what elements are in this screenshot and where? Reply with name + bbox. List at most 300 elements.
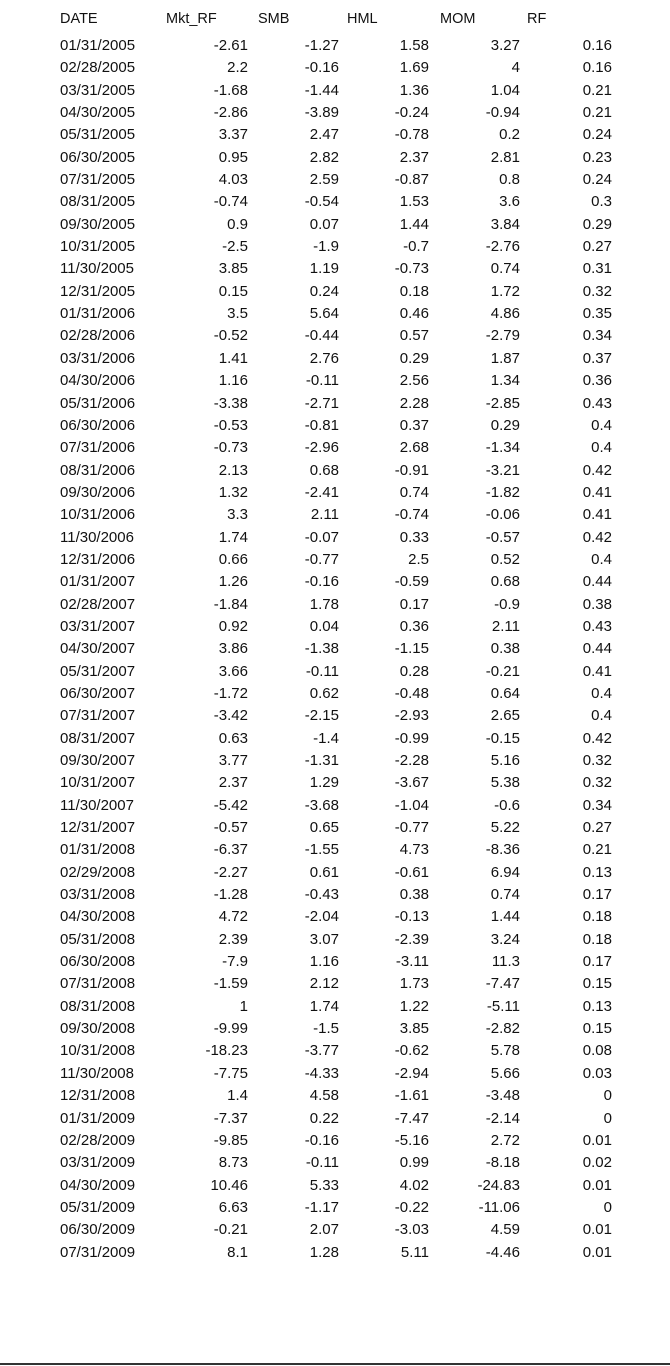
hml-cell: 0.29 (399, 349, 429, 367)
hml-cell: 3.85 (399, 1020, 429, 1038)
rf-cell: 0.32 (582, 774, 612, 792)
date-cell: 01/31/2005 (60, 37, 136, 54)
hml-cell: 4.73 (399, 841, 429, 859)
smb-cell: -1.9 (313, 238, 339, 256)
rf-cell: 0.42 (582, 729, 612, 747)
smb-cell: -0.77 (304, 550, 339, 568)
mkt-rf-cell: 4.72 (218, 908, 248, 926)
mkt-rf-cell: 8.73 (218, 1154, 248, 1172)
mkt-rf-cell: 0.92 (218, 617, 248, 635)
hml-cell: 2.5 (408, 550, 429, 568)
mom-cell: 11.3 (491, 953, 520, 971)
hml-cell: -0.48 (394, 684, 429, 702)
smb-cell: -1.31 (304, 752, 339, 769)
table-row (0, 258, 670, 280)
header-date: DATE (60, 11, 98, 27)
rf-cell: 0.43 (582, 617, 612, 635)
table-row (0, 124, 670, 146)
table-row (0, 102, 670, 124)
rf-cell: 0.15 (582, 975, 612, 993)
rf-cell: 0.13 (582, 997, 612, 1015)
hml-cell: 0.28 (399, 662, 429, 680)
date-cell: 01/31/2009 (60, 1109, 136, 1127)
hml-cell: -0.87 (394, 171, 429, 189)
smb-cell: 0.04 (309, 617, 339, 635)
rf-cell: 0.18 (582, 930, 612, 948)
rf-cell: 0.29 (582, 215, 612, 233)
mkt-rf-cell: -2.27 (213, 863, 248, 881)
mom-cell: 2.72 (490, 1131, 520, 1149)
date-cell: 06/30/2005 (60, 148, 136, 166)
mom-cell: -0.94 (485, 104, 520, 122)
rf-cell: 0.21 (582, 104, 612, 122)
mom-cell: 0.38 (490, 640, 520, 658)
table-row (0, 147, 670, 169)
table-row (0, 1063, 670, 1085)
mkt-rf-cell: 1.26 (218, 573, 248, 591)
mom-cell: 0.64 (490, 684, 520, 702)
mkt-rf-cell: 0.9 (227, 215, 248, 233)
rf-cell: 0.01 (582, 1131, 612, 1149)
mkt-rf-cell: -7.9 (222, 953, 248, 971)
hml-cell: 0.57 (399, 327, 429, 345)
date-cell: 03/31/2006 (60, 349, 136, 367)
rf-cell: 0.24 (582, 126, 612, 144)
mom-cell: -1.82 (485, 483, 520, 501)
date-cell: 07/31/2006 (60, 439, 136, 457)
smb-cell: -3.77 (304, 1042, 339, 1060)
table-row (0, 638, 670, 660)
mom-cell: -1.34 (485, 439, 520, 457)
hml-cell: -1.04 (394, 796, 429, 814)
mkt-rf-cell: -1.72 (213, 684, 248, 702)
mom-cell: 4 (511, 59, 520, 77)
table-row (0, 169, 670, 191)
rf-cell: 0.17 (582, 886, 612, 904)
mom-cell: 3.27 (490, 37, 520, 54)
smb-cell: -0.43 (304, 886, 339, 904)
mom-cell: -11.06 (478, 1198, 520, 1216)
smb-cell: 2.47 (309, 126, 339, 144)
smb-cell: 2.59 (309, 171, 339, 189)
mom-cell: 0.68 (490, 573, 520, 591)
rf-cell: 0.31 (582, 260, 612, 278)
date-cell: 02/28/2009 (60, 1131, 136, 1149)
date-cell: 02/28/2007 (60, 595, 136, 613)
rf-cell: 0.27 (582, 238, 612, 256)
smb-cell: -0.11 (305, 1154, 339, 1172)
rf-cell: 0.24 (582, 171, 612, 189)
mom-cell: 0.8 (499, 171, 520, 189)
smb-cell: 0.68 (309, 461, 339, 479)
smb-cell: 0.65 (309, 819, 339, 837)
date-cell: 11/30/2008 (60, 1064, 134, 1082)
rf-cell: 0.21 (582, 81, 612, 99)
table-row (0, 884, 670, 906)
table-row (0, 437, 670, 459)
smb-cell: 2.82 (309, 148, 339, 166)
table-body (0, 35, 670, 1264)
mom-cell: -4.46 (485, 1243, 520, 1261)
mom-cell: -3.48 (485, 1087, 520, 1105)
hml-cell: -0.73 (394, 260, 429, 278)
smb-cell: -0.54 (304, 193, 339, 211)
mkt-rf-cell: 0.15 (218, 282, 248, 300)
smb-cell: 0.62 (309, 684, 339, 702)
hml-cell: 0.36 (399, 617, 429, 635)
mom-cell: 0.74 (490, 260, 520, 278)
mkt-rf-cell: 6.63 (218, 1198, 248, 1216)
smb-cell: -0.16 (304, 59, 339, 77)
mkt-rf-cell: 2.39 (218, 930, 248, 948)
mkt-rf-cell: -1.68 (213, 81, 248, 99)
mom-cell: -2.76 (485, 238, 520, 256)
smb-cell: 5.33 (309, 1176, 339, 1194)
date-cell: 06/30/2008 (60, 953, 136, 971)
table-row (0, 1152, 670, 1174)
table-row (0, 504, 670, 526)
mom-cell: 3.84 (490, 215, 520, 233)
date-cell: 06/30/2009 (60, 1221, 136, 1239)
smb-cell: 4.58 (309, 1087, 339, 1105)
date-cell: 02/29/2008 (60, 863, 136, 881)
smb-cell: -1.38 (304, 640, 339, 658)
hml-cell: 5.11 (400, 1243, 429, 1261)
mkt-rf-cell: -0.21 (213, 1221, 248, 1239)
date-cell: 04/30/2008 (60, 908, 136, 926)
date-cell: 05/31/2005 (60, 126, 136, 144)
table-row (0, 191, 670, 213)
mkt-rf-cell: 0.95 (218, 148, 248, 166)
rf-cell: 0.15 (582, 1020, 612, 1038)
hml-cell: -0.77 (394, 819, 429, 837)
table-row (0, 1130, 670, 1152)
mkt-rf-cell: 1.16 (218, 372, 248, 390)
hml-cell: 0.99 (399, 1154, 429, 1172)
date-cell: 03/31/2007 (60, 617, 136, 635)
rf-cell: 0.03 (582, 1064, 612, 1082)
date-cell: 05/31/2007 (60, 662, 136, 680)
date-cell: 10/31/2008 (60, 1042, 136, 1060)
table-row (0, 817, 670, 839)
table-row (0, 57, 670, 79)
date-cell: 08/31/2005 (60, 193, 136, 211)
smb-cell: -0.81 (304, 416, 339, 434)
mom-cell: -5.11 (486, 997, 520, 1015)
table-row (0, 1108, 670, 1130)
hml-cell: -0.61 (394, 863, 429, 881)
smb-cell: -0.11 (305, 372, 339, 390)
mkt-rf-cell: -3.42 (213, 707, 248, 725)
mkt-rf-cell: 1.74 (218, 528, 248, 546)
mom-cell: 0.74 (490, 886, 520, 904)
date-cell: 08/31/2006 (60, 461, 136, 479)
rf-cell: 0.42 (582, 528, 612, 546)
table-row (0, 482, 670, 504)
mom-cell: -3.21 (485, 461, 520, 479)
mom-cell: 0.52 (490, 550, 520, 568)
smb-cell: -2.71 (304, 394, 339, 412)
smb-cell: 0.22 (309, 1109, 339, 1127)
mom-cell: -2.79 (485, 327, 520, 345)
rf-cell: 0.4 (591, 439, 612, 457)
table-row (0, 281, 670, 303)
rf-cell: 0.01 (582, 1176, 612, 1194)
smb-cell: -0.16 (304, 573, 339, 591)
date-cell: 06/30/2007 (60, 684, 136, 702)
mkt-rf-cell: 0.63 (218, 729, 248, 747)
smb-cell: -2.15 (304, 707, 339, 725)
mkt-rf-cell: -0.74 (213, 193, 248, 211)
mkt-rf-cell: 1 (239, 997, 248, 1015)
smb-cell: -1.27 (304, 37, 339, 54)
smb-cell: -0.11 (305, 662, 339, 680)
mkt-rf-cell: -0.53 (213, 416, 248, 434)
date-cell: 05/31/2008 (60, 930, 136, 948)
smb-cell: 1.78 (309, 595, 339, 613)
table-row (0, 1175, 670, 1197)
hml-cell: 1.53 (399, 193, 429, 211)
bottom-divider (0, 1363, 670, 1365)
rf-cell: 0.27 (582, 819, 612, 837)
rf-cell: 0.32 (582, 752, 612, 769)
mom-cell: -0.6 (494, 796, 520, 814)
table-row (0, 460, 670, 482)
rf-cell: 0 (603, 1198, 612, 1216)
smb-cell: -1.5 (313, 1020, 339, 1038)
mom-cell: 5.22 (490, 819, 520, 837)
mkt-rf-cell: 1.4 (227, 1087, 248, 1105)
rf-cell: 0.16 (582, 37, 612, 54)
mkt-rf-cell: 3.86 (218, 640, 248, 658)
table-row (0, 750, 670, 772)
smb-cell: -2.96 (304, 439, 339, 457)
mom-cell: 3.24 (490, 930, 520, 948)
rf-cell: 0.44 (582, 573, 612, 591)
mom-cell: -8.36 (485, 841, 520, 859)
date-cell: 09/30/2005 (60, 215, 136, 233)
mkt-rf-cell: -9.85 (213, 1131, 248, 1149)
rf-cell: 0.16 (582, 59, 612, 77)
mkt-rf-cell: -1.84 (213, 595, 248, 613)
date-cell: 09/30/2006 (60, 483, 136, 501)
mkt-rf-cell: 3.5 (227, 305, 248, 323)
date-cell: 10/31/2007 (60, 774, 136, 792)
hml-cell: 1.22 (399, 997, 429, 1015)
date-cell: 01/31/2006 (60, 305, 136, 323)
mom-cell: -0.21 (485, 662, 520, 680)
mom-cell: 2.81 (490, 148, 520, 166)
mom-cell: 1.87 (490, 349, 520, 367)
rf-cell: 0 (603, 1109, 612, 1127)
mom-cell: 0.29 (490, 416, 520, 434)
date-cell: 04/30/2005 (60, 104, 136, 122)
table-row (0, 772, 670, 794)
date-cell: 07/31/2008 (60, 975, 136, 993)
hml-cell: 1.58 (399, 37, 429, 54)
rf-cell: 0.02 (582, 1154, 612, 1172)
smb-cell: -2.04 (304, 908, 339, 926)
hml-cell: -0.99 (394, 729, 429, 747)
table-row (0, 527, 670, 549)
date-cell: 03/31/2009 (60, 1154, 136, 1172)
mkt-rf-cell: -2.61 (213, 37, 248, 54)
table-row (0, 705, 670, 727)
smb-cell: 1.16 (309, 953, 339, 971)
rf-cell: 0.4 (591, 550, 612, 568)
table-row (0, 951, 670, 973)
rf-cell: 0.01 (582, 1221, 612, 1239)
smb-cell: 1.28 (309, 1243, 339, 1261)
mom-cell: -2.85 (485, 394, 520, 412)
rf-cell: 0.44 (582, 640, 612, 658)
mkt-rf-cell: 4.03 (218, 171, 248, 189)
hml-cell: 0.37 (399, 416, 429, 434)
date-cell: 12/31/2008 (60, 1087, 136, 1105)
table-row (0, 929, 670, 951)
rf-cell: 0.23 (582, 148, 612, 166)
table-row (0, 1085, 670, 1107)
rf-cell: 0.43 (582, 394, 612, 412)
date-cell: 11/30/2007 (60, 796, 134, 814)
mkt-rf-cell: -0.52 (213, 327, 248, 345)
table-row (0, 80, 670, 102)
date-cell: 09/30/2008 (60, 1020, 136, 1038)
mom-cell: -2.14 (485, 1109, 520, 1127)
hml-cell: -7.47 (394, 1109, 429, 1127)
date-cell: 08/31/2008 (60, 997, 136, 1015)
date-cell: 09/30/2007 (60, 752, 136, 769)
table-row (0, 1040, 670, 1062)
date-cell: 12/31/2007 (60, 819, 136, 837)
table-row (0, 1219, 670, 1241)
rf-cell: 0.35 (582, 305, 612, 323)
rf-cell: 0.01 (582, 1243, 612, 1261)
date-cell: 03/31/2008 (60, 886, 136, 904)
date-cell: 04/30/2007 (60, 640, 136, 658)
rf-cell: 0.34 (582, 796, 612, 814)
mom-cell: -0.57 (485, 528, 520, 546)
rf-cell: 0.38 (582, 595, 612, 613)
rf-cell: 0.32 (582, 282, 612, 300)
date-cell: 01/31/2008 (60, 841, 136, 859)
smb-cell: -3.89 (304, 104, 339, 122)
smb-cell: -4.33 (304, 1064, 339, 1082)
smb-cell: -1.4 (313, 729, 339, 747)
rf-cell: 0.4 (591, 416, 612, 434)
rf-cell: 0.08 (582, 1042, 612, 1060)
header-smb: SMB (258, 11, 290, 27)
mkt-rf-cell: 2.13 (218, 461, 248, 479)
date-cell: 07/31/2009 (60, 1243, 136, 1261)
hml-cell: -3.03 (394, 1221, 429, 1239)
table-row (0, 1018, 670, 1040)
mom-cell: 1.44 (490, 908, 520, 926)
rf-cell: 0.42 (582, 461, 612, 479)
mkt-rf-cell: 10.46 (210, 1176, 248, 1194)
smb-cell: 1.29 (309, 774, 339, 792)
header-rf: RF (527, 11, 547, 27)
mkt-rf-cell: 8.1 (227, 1243, 248, 1261)
hml-cell: 0.46 (399, 305, 429, 323)
table-row (0, 661, 670, 683)
table-row (0, 683, 670, 705)
hml-cell: -2.93 (394, 707, 429, 725)
hml-cell: -3.67 (394, 774, 429, 792)
mkt-rf-cell: -1.59 (213, 975, 248, 993)
mom-cell: 4.86 (490, 305, 520, 323)
table-row (0, 973, 670, 995)
hml-cell: 2.68 (399, 439, 429, 457)
date-cell: 07/31/2005 (60, 171, 136, 189)
rf-cell: 0.4 (591, 707, 612, 725)
hml-cell: 0.38 (399, 886, 429, 904)
date-cell: 06/30/2006 (60, 416, 136, 434)
rf-cell: 0.41 (582, 483, 612, 501)
hml-cell: 4.02 (399, 1176, 429, 1194)
mom-cell: -24.83 (477, 1176, 520, 1194)
table-row (0, 996, 670, 1018)
smb-cell: -1.44 (304, 81, 339, 99)
table-row (0, 795, 670, 817)
mom-cell: 1.04 (490, 81, 520, 99)
mkt-rf-cell: 2.37 (218, 774, 248, 792)
smb-cell: 2.07 (309, 1221, 339, 1239)
mkt-rf-cell: -5.42 (213, 796, 248, 814)
date-cell: 08/31/2007 (60, 729, 136, 747)
hml-cell: -0.59 (394, 573, 429, 591)
hml-cell: -0.91 (394, 461, 429, 479)
smb-cell: 5.64 (309, 305, 339, 323)
rf-cell: 0.21 (582, 841, 612, 859)
mkt-rf-cell: 2.2 (227, 59, 248, 77)
hml-cell: -0.22 (394, 1198, 429, 1216)
mkt-rf-cell: -7.75 (213, 1064, 248, 1082)
smb-cell: 1.74 (309, 997, 339, 1015)
hml-cell: -0.74 (394, 506, 429, 524)
date-cell: 10/31/2006 (60, 506, 136, 524)
date-cell: 03/31/2005 (60, 81, 136, 99)
table-row (0, 303, 670, 325)
mkt-rf-cell: 3.66 (218, 662, 248, 680)
date-cell: 07/31/2007 (60, 707, 136, 725)
hml-cell: -3.11 (395, 953, 429, 971)
mkt-rf-cell: -18.23 (205, 1042, 248, 1060)
mkt-rf-cell: -1.28 (213, 886, 248, 904)
smb-cell: 0.24 (309, 282, 339, 300)
mkt-rf-cell: -7.37 (213, 1109, 248, 1127)
hml-cell: -2.28 (394, 752, 429, 769)
hml-cell: -2.39 (394, 930, 429, 948)
date-cell: 12/31/2005 (60, 282, 136, 300)
mkt-rf-cell: -0.73 (213, 439, 248, 457)
rf-cell: 0.3 (591, 193, 612, 211)
hml-cell: 0.18 (399, 282, 429, 300)
table-row (0, 35, 670, 57)
mkt-rf-cell: 3.77 (218, 752, 248, 769)
mom-cell: -0.15 (485, 729, 520, 747)
hml-cell: -1.15 (394, 640, 429, 658)
mkt-rf-cell: -0.57 (213, 819, 248, 837)
mom-cell: 5.66 (490, 1064, 520, 1082)
mom-cell: 0.2 (499, 126, 520, 144)
table-row (0, 370, 670, 392)
mom-cell: 3.6 (499, 193, 520, 211)
header-hml: HML (347, 11, 378, 27)
mkt-rf-cell: 0.66 (218, 550, 248, 568)
mkt-rf-cell: -3.38 (213, 394, 248, 412)
hml-cell: 2.37 (399, 148, 429, 166)
